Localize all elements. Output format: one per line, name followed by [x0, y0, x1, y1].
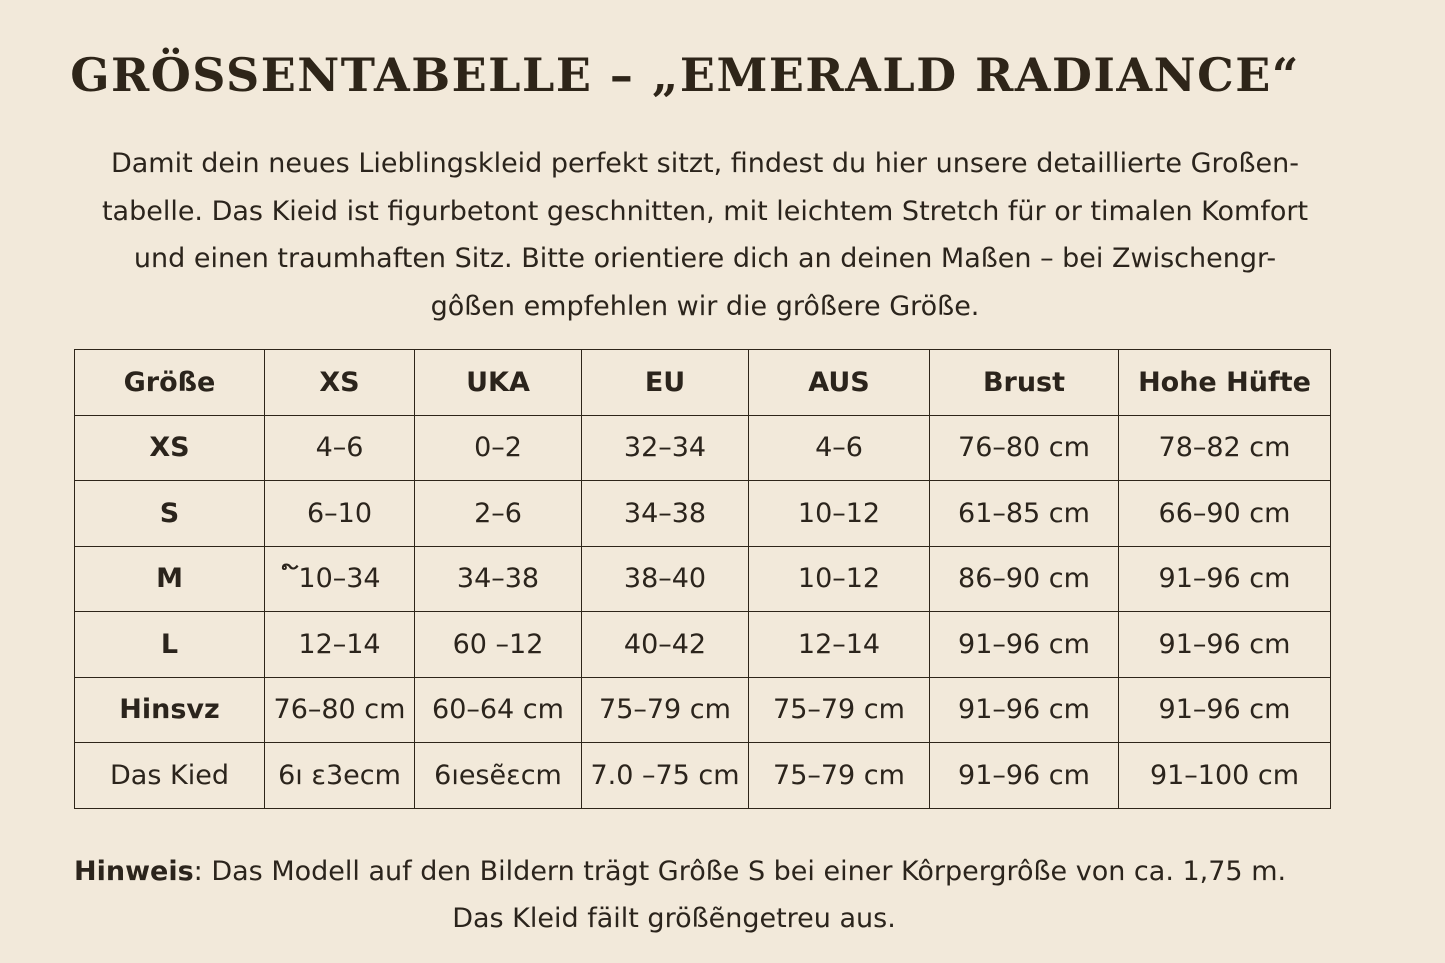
table-cell: 34–38	[415, 546, 582, 612]
header-uka: UKA	[415, 350, 582, 416]
header-eu: EU	[582, 350, 749, 416]
table-cell: 38–40	[582, 546, 749, 612]
intro-line: gôßen empfehlen wir die grôßere Größe.	[430, 290, 980, 322]
table-cell: 60–64 cm	[415, 677, 582, 743]
note-block	[74, 848, 1344, 942]
header-xs: XS	[265, 350, 415, 416]
row-label: XS	[75, 415, 265, 481]
row-label: L	[75, 612, 265, 678]
table-cell: 75–79 cm	[749, 677, 930, 743]
table-row	[75, 546, 1331, 612]
table-cell: 91–96 cm	[930, 743, 1119, 809]
row-label: S	[75, 481, 265, 547]
table-cell: 91–96 cm	[1119, 612, 1331, 678]
table-cell: 6ı ɛ3ecm	[265, 743, 415, 809]
table-cell: 12–14	[749, 612, 930, 678]
row-label: M	[75, 546, 265, 612]
table-cell: 4–6	[265, 415, 415, 481]
table-cell: 91–96 cm	[1119, 677, 1331, 743]
note-label: Hinweis	[74, 856, 194, 887]
table-cell: 66–90 cm	[1119, 481, 1331, 547]
table-cell: 6ıesẽɛcm	[415, 743, 582, 809]
table-cell: 0–2	[415, 415, 582, 481]
table-cell: 10–12	[749, 481, 930, 547]
row-label: Das Kied	[75, 743, 265, 809]
table-cell: 91–96 cm	[930, 677, 1119, 743]
table-row	[75, 677, 1331, 743]
table-cell: ໌10–34	[265, 546, 415, 612]
header-high-hip: Hohe Hüfte	[1119, 350, 1331, 416]
table-cell: 91–96 cm	[930, 612, 1119, 678]
table-cell: 4–6	[749, 415, 930, 481]
intro-paragraph	[70, 140, 1340, 330]
note-text: : Das Modell auf den Bildern trägt Grôße S bei einer Kôrpergrôße von ca. 1,75 m.	[193, 856, 1287, 887]
intro-line: Damit dein neues Lieblingskleid perfekt sitzt, findest du hier unsere detaillierte Großen-	[110, 148, 1300, 179]
table-cell: 75–79 cm	[749, 743, 930, 809]
header-size: Größe	[75, 350, 265, 416]
table-row	[75, 612, 1331, 678]
table-cell: 34–38	[582, 481, 749, 547]
table-cell: 10–12	[749, 546, 930, 612]
header-bust: Brust	[930, 350, 1119, 416]
table-row	[75, 415, 1331, 481]
intro-line: tabelle. Das Kieid ist figurbetont geschnitten, mit leichtem Stretch für or timalen Komfort	[101, 195, 1309, 227]
header-aus: AUS	[749, 350, 930, 416]
size-table	[74, 349, 1331, 809]
table-cell: 86–90 cm	[930, 546, 1119, 612]
table-cell: 12–14	[265, 612, 415, 678]
table-cell: 2–6	[415, 481, 582, 547]
note-line-2: Das Kleid fäilt größẽngetreu aus.	[452, 903, 896, 934]
table-cell: 91–96 cm	[1119, 546, 1331, 612]
page-title: GRÖSSENTABELLE – „EMERALD RADIANCE“	[70, 48, 1300, 102]
table-header-row	[75, 350, 1331, 416]
table-cell: 32–34	[582, 415, 749, 481]
table-cell: 91–100 cm	[1119, 743, 1331, 809]
table-cell: 75–79 cm	[582, 677, 749, 743]
note-line-1	[74, 848, 1344, 895]
table-cell: 76–80 cm	[265, 677, 415, 743]
intro-line: und einen traumhaften Sitz. Bitte orientiere dich an deinen Maßen – bei Zwischengr-	[133, 243, 1277, 274]
table-cell: 61–85 cm	[930, 481, 1119, 547]
table-row	[75, 481, 1331, 547]
row-label: Hinsvz	[75, 677, 265, 743]
table-cell: 76–80 cm	[930, 415, 1119, 481]
table-cell: 60 –12	[415, 612, 582, 678]
table-row	[75, 743, 1331, 809]
table-cell: 78–82 cm	[1119, 415, 1331, 481]
table-cell: 40–42	[582, 612, 749, 678]
table-cell: 7.0 –75 cm	[582, 743, 749, 809]
table-cell: 6–10	[265, 481, 415, 547]
